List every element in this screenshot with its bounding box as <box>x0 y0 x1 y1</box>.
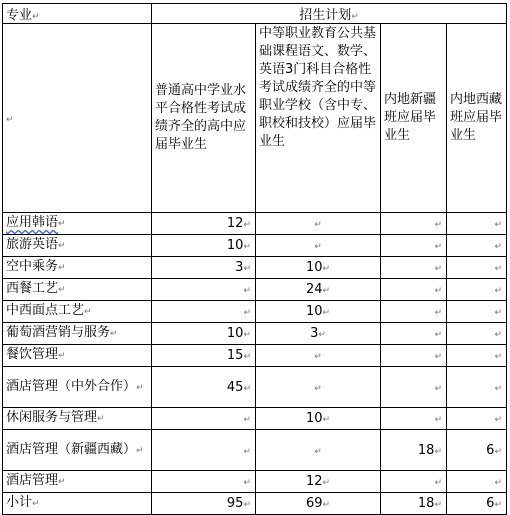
enrollment-plan-table <box>2 3 507 515</box>
count-cell-1 <box>152 301 256 323</box>
paragraph-mark-icon: ↵ <box>434 308 442 318</box>
paragraph-mark-icon: ↵ <box>434 446 442 457</box>
paragraph-mark-icon: ↵ <box>243 478 251 488</box>
count-cell-3 <box>381 257 447 279</box>
major-cell <box>3 257 152 279</box>
paragraph-mark-icon: ↵ <box>434 220 442 230</box>
paragraph-mark-icon: ↵ <box>434 264 442 274</box>
count-value: 95 <box>226 496 244 511</box>
paragraph-mark-icon: ↵ <box>314 220 322 230</box>
major-name: 旅游英语 <box>6 237 59 252</box>
header-row-2 <box>3 24 507 213</box>
paragraph-mark-icon: ↵ <box>494 242 502 252</box>
count-value: 6 <box>486 442 495 458</box>
header-row-1 <box>3 4 507 24</box>
count-cell-4 <box>447 345 507 367</box>
count-cell-1 <box>152 235 256 257</box>
paragraph-mark-icon: ↵ <box>494 352 502 362</box>
paragraph-mark-icon: ↵ <box>32 12 40 22</box>
paragraph-mark-icon: ↵ <box>494 308 502 318</box>
paragraph-mark-icon: ↵ <box>58 263 66 273</box>
paragraph-mark-icon: ↵ <box>434 330 442 340</box>
major-name: 空中乘务 <box>6 259 59 274</box>
count-cell-2 <box>256 279 381 301</box>
count-cell-2 <box>256 235 381 257</box>
major-cell <box>3 471 152 493</box>
count-cell-1 <box>152 471 256 493</box>
paragraph-mark-icon: ↵ <box>494 286 502 296</box>
count-cell-2 <box>256 213 381 235</box>
header-major-cell <box>3 4 152 24</box>
paragraph-mark-icon: ↵ <box>58 477 66 487</box>
count-cell-4 <box>447 323 507 345</box>
count-cell-1 <box>152 367 256 408</box>
paragraph-mark-icon: ↵ <box>494 478 502 488</box>
count-cell-3 <box>381 408 447 430</box>
header-major: 专业 <box>6 8 33 23</box>
count-cell-3 <box>381 471 447 493</box>
major-name: 酒店管理 <box>6 473 59 488</box>
paragraph-mark-icon: ↵ <box>58 219 66 229</box>
count-cell-1 <box>152 323 256 345</box>
column-header-2 <box>256 24 381 213</box>
paragraph-mark-icon: ↵ <box>136 445 144 456</box>
paragraph-mark-icon: ↵ <box>243 383 251 394</box>
count-cell-2 <box>256 493 381 515</box>
paragraph-mark-icon: ↵ <box>494 415 502 425</box>
paragraph-mark-icon: ↵ <box>322 264 331 274</box>
major-name: 休闲服务与管理 <box>6 410 98 425</box>
major-cell <box>3 279 152 301</box>
count-cell-2 <box>256 471 381 493</box>
paragraph-mark-icon: ↵ <box>84 307 92 317</box>
major-cell <box>3 301 152 323</box>
count-cell-4 <box>447 493 507 515</box>
count-value: 10 <box>226 238 244 253</box>
count-value: 3 <box>235 260 244 275</box>
paragraph-mark-icon: ↵ <box>434 478 442 488</box>
column-header-2-text: 中等职业教育公共基础课程语文、数学、英语3门科目合格性考试成绩齐全的中等职业学校（含中专、职校和技校）应届毕业生 <box>259 26 377 149</box>
paragraph-mark-icon: ↵ <box>243 308 251 318</box>
table-row <box>3 257 507 279</box>
paragraph-mark-icon: ↵ <box>32 499 40 509</box>
table-row <box>3 430 507 471</box>
paragraph-mark-icon: ↵ <box>322 415 331 425</box>
paragraph-mark-icon: ↵ <box>243 415 251 425</box>
count-value: 10 <box>226 326 244 341</box>
paragraph-mark-icon: ↵ <box>58 351 66 361</box>
count-cell-3 <box>381 345 447 367</box>
count-cell-3 <box>381 235 447 257</box>
paragraph-mark-icon: ↵ <box>434 415 442 425</box>
header-plan: 招生计划 <box>299 8 352 23</box>
table-row <box>3 213 507 235</box>
count-cell-1 <box>152 430 256 471</box>
major-cell <box>3 367 152 408</box>
count-cell-2 <box>256 367 381 408</box>
table-row <box>3 279 507 301</box>
paragraph-mark-icon: ↵ <box>243 330 251 340</box>
count-cell-2 <box>256 323 381 345</box>
column-header-1-text: 普通高中学业水平合格性考试成绩齐全的高中应届毕业生 <box>155 83 247 152</box>
major-cell <box>3 323 152 345</box>
paragraph-mark-icon: ↵ <box>243 264 251 274</box>
paragraph-mark-icon: ↵ <box>243 220 251 230</box>
count-cell-4 <box>447 301 507 323</box>
paragraph-mark-icon: ↵ <box>243 286 251 296</box>
paragraph-mark-icon: ↵ <box>243 242 251 252</box>
paragraph-mark-icon: ↵ <box>318 330 326 340</box>
major-cell <box>3 430 152 471</box>
count-value: 18 <box>417 496 435 511</box>
paragraph-mark-icon: ↵ <box>322 308 331 318</box>
paragraph-mark-icon: ↵ <box>494 446 502 457</box>
count-cell-3 <box>381 367 447 408</box>
paragraph-mark-icon: ↵ <box>97 414 105 424</box>
count-cell-1 <box>152 408 256 430</box>
count-value: 3 <box>310 326 319 341</box>
paragraph-mark-icon: ↵ <box>6 114 14 125</box>
paragraph-mark-icon: ↵ <box>314 446 322 457</box>
major-name: 酒店管理（中外合作） <box>6 378 137 394</box>
major-cell <box>3 213 152 235</box>
paragraph-mark-icon: ↵ <box>494 220 502 230</box>
table-row <box>3 408 507 430</box>
paragraph-mark-icon: ↵ <box>322 478 331 488</box>
table-row <box>3 301 507 323</box>
paragraph-mark-icon: ↵ <box>434 500 442 510</box>
count-cell-4 <box>447 471 507 493</box>
count-cell-1 <box>152 345 256 367</box>
count-cell-4 <box>447 367 507 408</box>
count-cell-4 <box>447 235 507 257</box>
paragraph-mark-icon: ↵ <box>494 330 502 340</box>
major-name: 小计 <box>6 495 33 510</box>
count-cell-2 <box>256 345 381 367</box>
major-name: 葡萄酒营销与服务 <box>6 325 111 340</box>
table-row <box>3 235 507 257</box>
count-value: 12 <box>305 474 323 489</box>
count-value: 6 <box>486 496 495 511</box>
table-row <box>3 493 507 515</box>
table-row <box>3 345 507 367</box>
count-value: 10 <box>305 304 323 319</box>
column-header-1 <box>152 24 256 213</box>
paragraph-mark-icon: ↵ <box>243 500 251 510</box>
count-cell-4 <box>447 430 507 471</box>
count-cell-2 <box>256 257 381 279</box>
paragraph-mark-icon: ↵ <box>58 285 66 295</box>
header-plan-cell <box>152 4 507 24</box>
paragraph-mark-icon: ↵ <box>136 382 144 393</box>
paragraph-mark-icon: ↵ <box>58 241 66 251</box>
count-cell-2 <box>256 408 381 430</box>
table-row <box>3 367 507 408</box>
major-cell <box>3 493 152 515</box>
table-row <box>3 323 507 345</box>
major-cell <box>3 345 152 367</box>
paragraph-mark-icon: ↵ <box>243 446 251 457</box>
major-name: 西餐工艺 <box>6 281 59 296</box>
table-row <box>3 471 507 493</box>
major-cell <box>3 235 152 257</box>
count-cell-4 <box>447 257 507 279</box>
paragraph-mark-icon: ↵ <box>322 286 331 296</box>
count-value: 45 <box>226 379 244 395</box>
paragraph-mark-icon: ↵ <box>434 242 442 252</box>
paragraph-mark-icon: ↵ <box>434 383 442 394</box>
count-value: 15 <box>226 348 244 363</box>
count-cell-3 <box>381 213 447 235</box>
count-cell-1 <box>152 213 256 235</box>
count-value: 18 <box>417 442 435 458</box>
column-header-4 <box>447 24 507 213</box>
count-cell-4 <box>447 408 507 430</box>
count-cell-3 <box>381 279 447 301</box>
count-cell-3 <box>381 493 447 515</box>
count-cell-1 <box>152 257 256 279</box>
paragraph-mark-icon: ↵ <box>243 352 251 362</box>
paragraph-mark-icon: ↵ <box>351 12 359 22</box>
count-cell-2 <box>256 430 381 471</box>
count-cell-3 <box>381 323 447 345</box>
paragraph-mark-icon: ↵ <box>494 500 502 510</box>
count-cell-3 <box>381 301 447 323</box>
paragraph-mark-icon: ↵ <box>494 264 502 274</box>
count-cell-4 <box>447 279 507 301</box>
column-header-3-text: 内地新疆班应届毕业生 <box>384 92 437 143</box>
major-name: 应用韩语 <box>6 215 59 230</box>
major-name: 酒店管理（新疆西藏） <box>6 441 137 457</box>
paragraph-mark-icon: ↵ <box>314 383 322 394</box>
paragraph-mark-icon: ↵ <box>434 352 442 362</box>
count-cell-4 <box>447 213 507 235</box>
major-name: 餐饮管理 <box>6 347 59 362</box>
major-name: 中西面点工艺 <box>6 303 85 318</box>
paragraph-mark-icon: ↵ <box>110 329 118 339</box>
count-value: 10 <box>305 411 323 426</box>
table-body <box>3 213 507 515</box>
column-header-4-text: 内地西藏班应届毕业生 <box>450 92 503 143</box>
count-cell-1 <box>152 279 256 301</box>
paragraph-mark-icon: ↵ <box>322 500 331 510</box>
column-header-3 <box>381 24 447 213</box>
count-value: 69 <box>305 496 323 511</box>
major-cell <box>3 408 152 430</box>
paragraph-mark-icon: ↵ <box>314 352 322 362</box>
paragraph-mark-icon: ↵ <box>314 242 322 252</box>
count-cell-1 <box>152 493 256 515</box>
count-cell-3 <box>381 430 447 471</box>
count-value: 12 <box>226 216 244 231</box>
count-value: 10 <box>305 260 323 275</box>
count-cell-2 <box>256 301 381 323</box>
header-blank-cell <box>3 24 152 213</box>
count-value: 24 <box>305 282 323 297</box>
paragraph-mark-icon: ↵ <box>434 286 442 296</box>
paragraph-mark-icon: ↵ <box>494 383 502 394</box>
